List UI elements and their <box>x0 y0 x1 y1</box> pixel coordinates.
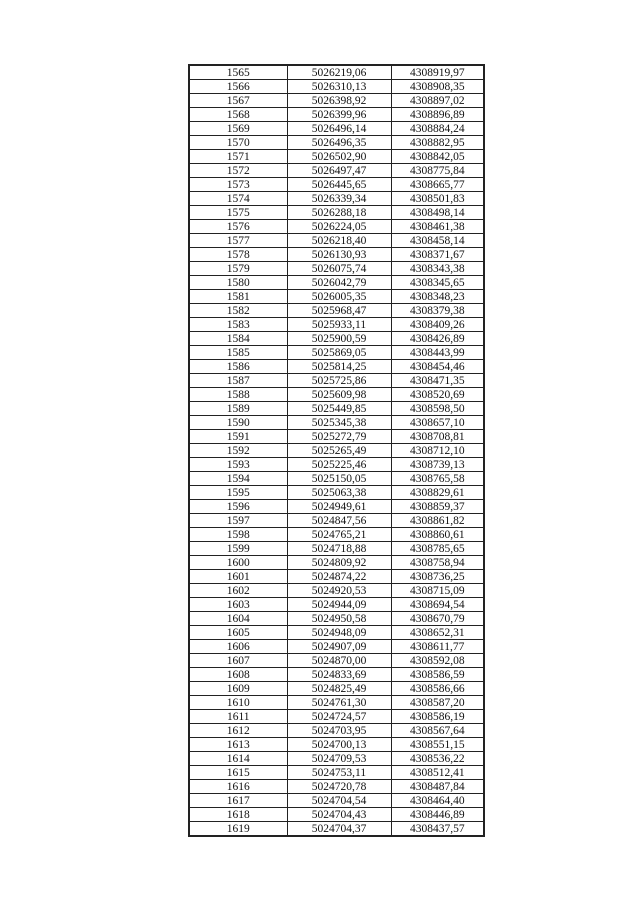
table-row <box>189 444 484 458</box>
x-coordinate-cell: 5026502,90 <box>287 150 391 164</box>
point-number-cell: 1580 <box>189 276 287 290</box>
x-coordinate-cell: 5026399,96 <box>287 108 391 122</box>
point-number-cell: 1613 <box>189 738 287 752</box>
table-row <box>189 192 484 206</box>
point-number-cell: 1588 <box>189 388 287 402</box>
x-coordinate-cell: 5025345,38 <box>287 416 391 430</box>
y-coordinate-cell: 4308512,41 <box>391 766 484 780</box>
table-row <box>189 584 484 598</box>
y-coordinate-cell: 4308454,46 <box>391 360 484 374</box>
y-coordinate-cell: 4308586,19 <box>391 710 484 724</box>
table-row <box>189 654 484 668</box>
x-coordinate-cell: 5024765,21 <box>287 528 391 542</box>
y-coordinate-cell: 4308859,37 <box>391 500 484 514</box>
y-coordinate-cell: 4308426,89 <box>391 332 484 346</box>
x-coordinate-cell: 5024704,54 <box>287 794 391 808</box>
table-row <box>189 234 484 248</box>
table-row <box>189 626 484 640</box>
point-number-cell: 1566 <box>189 80 287 94</box>
table-row <box>189 304 484 318</box>
y-coordinate-cell: 4308829,61 <box>391 486 484 500</box>
y-coordinate-cell: 4308464,40 <box>391 794 484 808</box>
table-row <box>189 486 484 500</box>
table-row <box>189 402 484 416</box>
x-coordinate-cell: 5025225,46 <box>287 458 391 472</box>
table-row <box>189 458 484 472</box>
point-number-cell: 1581 <box>189 290 287 304</box>
table-row <box>189 570 484 584</box>
y-coordinate-cell: 4308919,97 <box>391 65 484 80</box>
point-number-cell: 1565 <box>189 65 287 80</box>
point-number-cell: 1573 <box>189 178 287 192</box>
point-number-cell: 1611 <box>189 710 287 724</box>
x-coordinate-cell: 5026224,05 <box>287 220 391 234</box>
y-coordinate-cell: 4308461,38 <box>391 220 484 234</box>
y-coordinate-cell: 4308536,22 <box>391 752 484 766</box>
y-coordinate-cell: 4308785,65 <box>391 542 484 556</box>
point-number-cell: 1572 <box>189 164 287 178</box>
point-number-cell: 1593 <box>189 458 287 472</box>
x-coordinate-cell: 5025609,98 <box>287 388 391 402</box>
point-number-cell: 1608 <box>189 668 287 682</box>
x-coordinate-cell: 5026445,65 <box>287 178 391 192</box>
y-coordinate-cell: 4308884,24 <box>391 122 484 136</box>
y-coordinate-cell: 4308765,58 <box>391 472 484 486</box>
y-coordinate-cell: 4308694,54 <box>391 598 484 612</box>
table-row <box>189 248 484 262</box>
y-coordinate-cell: 4308409,26 <box>391 318 484 332</box>
x-coordinate-cell: 5024718,88 <box>287 542 391 556</box>
x-coordinate-cell: 5024847,56 <box>287 514 391 528</box>
point-number-cell: 1567 <box>189 94 287 108</box>
y-coordinate-cell: 4308670,79 <box>391 612 484 626</box>
table-row <box>189 108 484 122</box>
table-row <box>189 430 484 444</box>
point-number-cell: 1571 <box>189 150 287 164</box>
table-row <box>189 710 484 724</box>
point-number-cell: 1602 <box>189 584 287 598</box>
point-number-cell: 1600 <box>189 556 287 570</box>
x-coordinate-cell: 5026339,34 <box>287 192 391 206</box>
table-row <box>189 500 484 514</box>
table-row <box>189 206 484 220</box>
x-coordinate-cell: 5024833,69 <box>287 668 391 682</box>
coordinates-table-body <box>189 65 484 836</box>
x-coordinate-cell: 5026005,35 <box>287 290 391 304</box>
x-coordinate-cell: 5026497,47 <box>287 164 391 178</box>
table-row <box>189 514 484 528</box>
y-coordinate-cell: 4308860,61 <box>391 528 484 542</box>
point-number-cell: 1612 <box>189 724 287 738</box>
x-coordinate-cell: 5024920,53 <box>287 584 391 598</box>
table-row <box>189 164 484 178</box>
x-coordinate-cell: 5024874,22 <box>287 570 391 584</box>
point-number-cell: 1595 <box>189 486 287 500</box>
table-row <box>189 276 484 290</box>
y-coordinate-cell: 4308437,57 <box>391 822 484 837</box>
point-number-cell: 1579 <box>189 262 287 276</box>
y-coordinate-cell: 4308775,84 <box>391 164 484 178</box>
x-coordinate-cell: 5026496,14 <box>287 122 391 136</box>
y-coordinate-cell: 4308446,89 <box>391 808 484 822</box>
y-coordinate-cell: 4308586,66 <box>391 682 484 696</box>
x-coordinate-cell: 5026218,40 <box>287 234 391 248</box>
y-coordinate-cell: 4308897,02 <box>391 94 484 108</box>
table-row <box>189 542 484 556</box>
table-row <box>189 780 484 794</box>
table-row <box>189 388 484 402</box>
x-coordinate-cell: 5024700,13 <box>287 738 391 752</box>
point-number-cell: 1597 <box>189 514 287 528</box>
x-coordinate-cell: 5024704,43 <box>287 808 391 822</box>
point-number-cell: 1589 <box>189 402 287 416</box>
table-row <box>189 822 484 837</box>
x-coordinate-cell: 5025449,85 <box>287 402 391 416</box>
table-row <box>189 808 484 822</box>
x-coordinate-cell: 5024944,09 <box>287 598 391 612</box>
table-row <box>189 65 484 80</box>
y-coordinate-cell: 4308598,50 <box>391 402 484 416</box>
table-row <box>189 94 484 108</box>
x-coordinate-cell: 5026219,06 <box>287 65 391 80</box>
table-row <box>189 738 484 752</box>
table-row <box>189 612 484 626</box>
table-row <box>189 374 484 388</box>
point-number-cell: 1606 <box>189 640 287 654</box>
point-number-cell: 1616 <box>189 780 287 794</box>
x-coordinate-cell: 5025063,38 <box>287 486 391 500</box>
point-number-cell: 1577 <box>189 234 287 248</box>
table-row <box>189 682 484 696</box>
x-coordinate-cell: 5025933,11 <box>287 318 391 332</box>
point-number-cell: 1590 <box>189 416 287 430</box>
x-coordinate-cell: 5024949,61 <box>287 500 391 514</box>
point-number-cell: 1605 <box>189 626 287 640</box>
y-coordinate-cell: 4308371,67 <box>391 248 484 262</box>
y-coordinate-cell: 4308379,38 <box>391 304 484 318</box>
point-number-cell: 1615 <box>189 766 287 780</box>
table-row <box>189 472 484 486</box>
table-row <box>189 122 484 136</box>
x-coordinate-cell: 5026496,35 <box>287 136 391 150</box>
point-number-cell: 1591 <box>189 430 287 444</box>
y-coordinate-cell: 4308520,69 <box>391 388 484 402</box>
x-coordinate-cell: 5024724,57 <box>287 710 391 724</box>
y-coordinate-cell: 4308611,77 <box>391 640 484 654</box>
y-coordinate-cell: 4308739,13 <box>391 458 484 472</box>
x-coordinate-cell: 5026130,93 <box>287 248 391 262</box>
x-coordinate-cell: 5025869,05 <box>287 346 391 360</box>
y-coordinate-cell: 4308736,25 <box>391 570 484 584</box>
y-coordinate-cell: 4308842,05 <box>391 150 484 164</box>
table-row <box>189 220 484 234</box>
point-number-cell: 1601 <box>189 570 287 584</box>
x-coordinate-cell: 5026310,13 <box>287 80 391 94</box>
y-coordinate-cell: 4308567,64 <box>391 724 484 738</box>
x-coordinate-cell: 5025725,86 <box>287 374 391 388</box>
x-coordinate-cell: 5024907,09 <box>287 640 391 654</box>
y-coordinate-cell: 4308343,38 <box>391 262 484 276</box>
y-coordinate-cell: 4308712,10 <box>391 444 484 458</box>
table-row <box>189 794 484 808</box>
x-coordinate-cell: 5026075,74 <box>287 262 391 276</box>
point-number-cell: 1619 <box>189 822 287 837</box>
x-coordinate-cell: 5025900,59 <box>287 332 391 346</box>
x-coordinate-cell: 5025265,49 <box>287 444 391 458</box>
table-row <box>189 640 484 654</box>
point-number-cell: 1599 <box>189 542 287 556</box>
y-coordinate-cell: 4308715,09 <box>391 584 484 598</box>
y-coordinate-cell: 4308665,77 <box>391 178 484 192</box>
table-row <box>189 598 484 612</box>
x-coordinate-cell: 5025968,47 <box>287 304 391 318</box>
point-number-cell: 1614 <box>189 752 287 766</box>
table-row <box>189 668 484 682</box>
table-row <box>189 136 484 150</box>
point-number-cell: 1609 <box>189 682 287 696</box>
y-coordinate-cell: 4308487,84 <box>391 780 484 794</box>
point-number-cell: 1569 <box>189 122 287 136</box>
point-number-cell: 1587 <box>189 374 287 388</box>
x-coordinate-cell: 5024950,58 <box>287 612 391 626</box>
table-row <box>189 752 484 766</box>
table-row <box>189 332 484 346</box>
point-number-cell: 1578 <box>189 248 287 262</box>
y-coordinate-cell: 4308908,35 <box>391 80 484 94</box>
table-row <box>189 346 484 360</box>
x-coordinate-cell: 5026288,18 <box>287 206 391 220</box>
y-coordinate-cell: 4308498,14 <box>391 206 484 220</box>
coordinates-table <box>188 64 485 837</box>
y-coordinate-cell: 4308586,59 <box>391 668 484 682</box>
x-coordinate-cell: 5026042,79 <box>287 276 391 290</box>
x-coordinate-cell: 5024948,09 <box>287 626 391 640</box>
point-number-cell: 1592 <box>189 444 287 458</box>
table-row <box>189 80 484 94</box>
point-number-cell: 1586 <box>189 360 287 374</box>
x-coordinate-cell: 5024761,30 <box>287 696 391 710</box>
point-number-cell: 1610 <box>189 696 287 710</box>
point-number-cell: 1584 <box>189 332 287 346</box>
x-coordinate-cell: 5026398,92 <box>287 94 391 108</box>
y-coordinate-cell: 4308896,89 <box>391 108 484 122</box>
y-coordinate-cell: 4308345,65 <box>391 276 484 290</box>
point-number-cell: 1603 <box>189 598 287 612</box>
y-coordinate-cell: 4308592,08 <box>391 654 484 668</box>
x-coordinate-cell: 5025150,05 <box>287 472 391 486</box>
y-coordinate-cell: 4308471,35 <box>391 374 484 388</box>
x-coordinate-cell: 5025814,25 <box>287 360 391 374</box>
table-row <box>189 178 484 192</box>
table-row <box>189 556 484 570</box>
x-coordinate-cell: 5025272,79 <box>287 430 391 444</box>
table-row <box>189 766 484 780</box>
point-number-cell: 1604 <box>189 612 287 626</box>
x-coordinate-cell: 5024809,92 <box>287 556 391 570</box>
y-coordinate-cell: 4308348,23 <box>391 290 484 304</box>
y-coordinate-cell: 4308882,95 <box>391 136 484 150</box>
point-number-cell: 1582 <box>189 304 287 318</box>
x-coordinate-cell: 5024709,53 <box>287 752 391 766</box>
table-row <box>189 360 484 374</box>
x-coordinate-cell: 5024870,00 <box>287 654 391 668</box>
point-number-cell: 1576 <box>189 220 287 234</box>
y-coordinate-cell: 4308758,94 <box>391 556 484 570</box>
point-number-cell: 1570 <box>189 136 287 150</box>
x-coordinate-cell: 5024825,49 <box>287 682 391 696</box>
point-number-cell: 1607 <box>189 654 287 668</box>
table-row <box>189 528 484 542</box>
y-coordinate-cell: 4308708,81 <box>391 430 484 444</box>
y-coordinate-cell: 4308458,14 <box>391 234 484 248</box>
point-number-cell: 1617 <box>189 794 287 808</box>
y-coordinate-cell: 4308652,31 <box>391 626 484 640</box>
y-coordinate-cell: 4308443,99 <box>391 346 484 360</box>
point-number-cell: 1594 <box>189 472 287 486</box>
table-row <box>189 150 484 164</box>
x-coordinate-cell: 5024753,11 <box>287 766 391 780</box>
x-coordinate-cell: 5024703,95 <box>287 724 391 738</box>
point-number-cell: 1598 <box>189 528 287 542</box>
table-row <box>189 416 484 430</box>
table-row <box>189 724 484 738</box>
table-row <box>189 290 484 304</box>
point-number-cell: 1618 <box>189 808 287 822</box>
x-coordinate-cell: 5024704,37 <box>287 822 391 837</box>
point-number-cell: 1574 <box>189 192 287 206</box>
table-row <box>189 696 484 710</box>
point-number-cell: 1583 <box>189 318 287 332</box>
point-number-cell: 1585 <box>189 346 287 360</box>
table-row <box>189 262 484 276</box>
table-row <box>189 318 484 332</box>
y-coordinate-cell: 4308587,20 <box>391 696 484 710</box>
point-number-cell: 1568 <box>189 108 287 122</box>
x-coordinate-cell: 5024720,78 <box>287 780 391 794</box>
point-number-cell: 1596 <box>189 500 287 514</box>
point-number-cell: 1575 <box>189 206 287 220</box>
y-coordinate-cell: 4308551,15 <box>391 738 484 752</box>
y-coordinate-cell: 4308861,82 <box>391 514 484 528</box>
y-coordinate-cell: 4308501,83 <box>391 192 484 206</box>
y-coordinate-cell: 4308657,10 <box>391 416 484 430</box>
